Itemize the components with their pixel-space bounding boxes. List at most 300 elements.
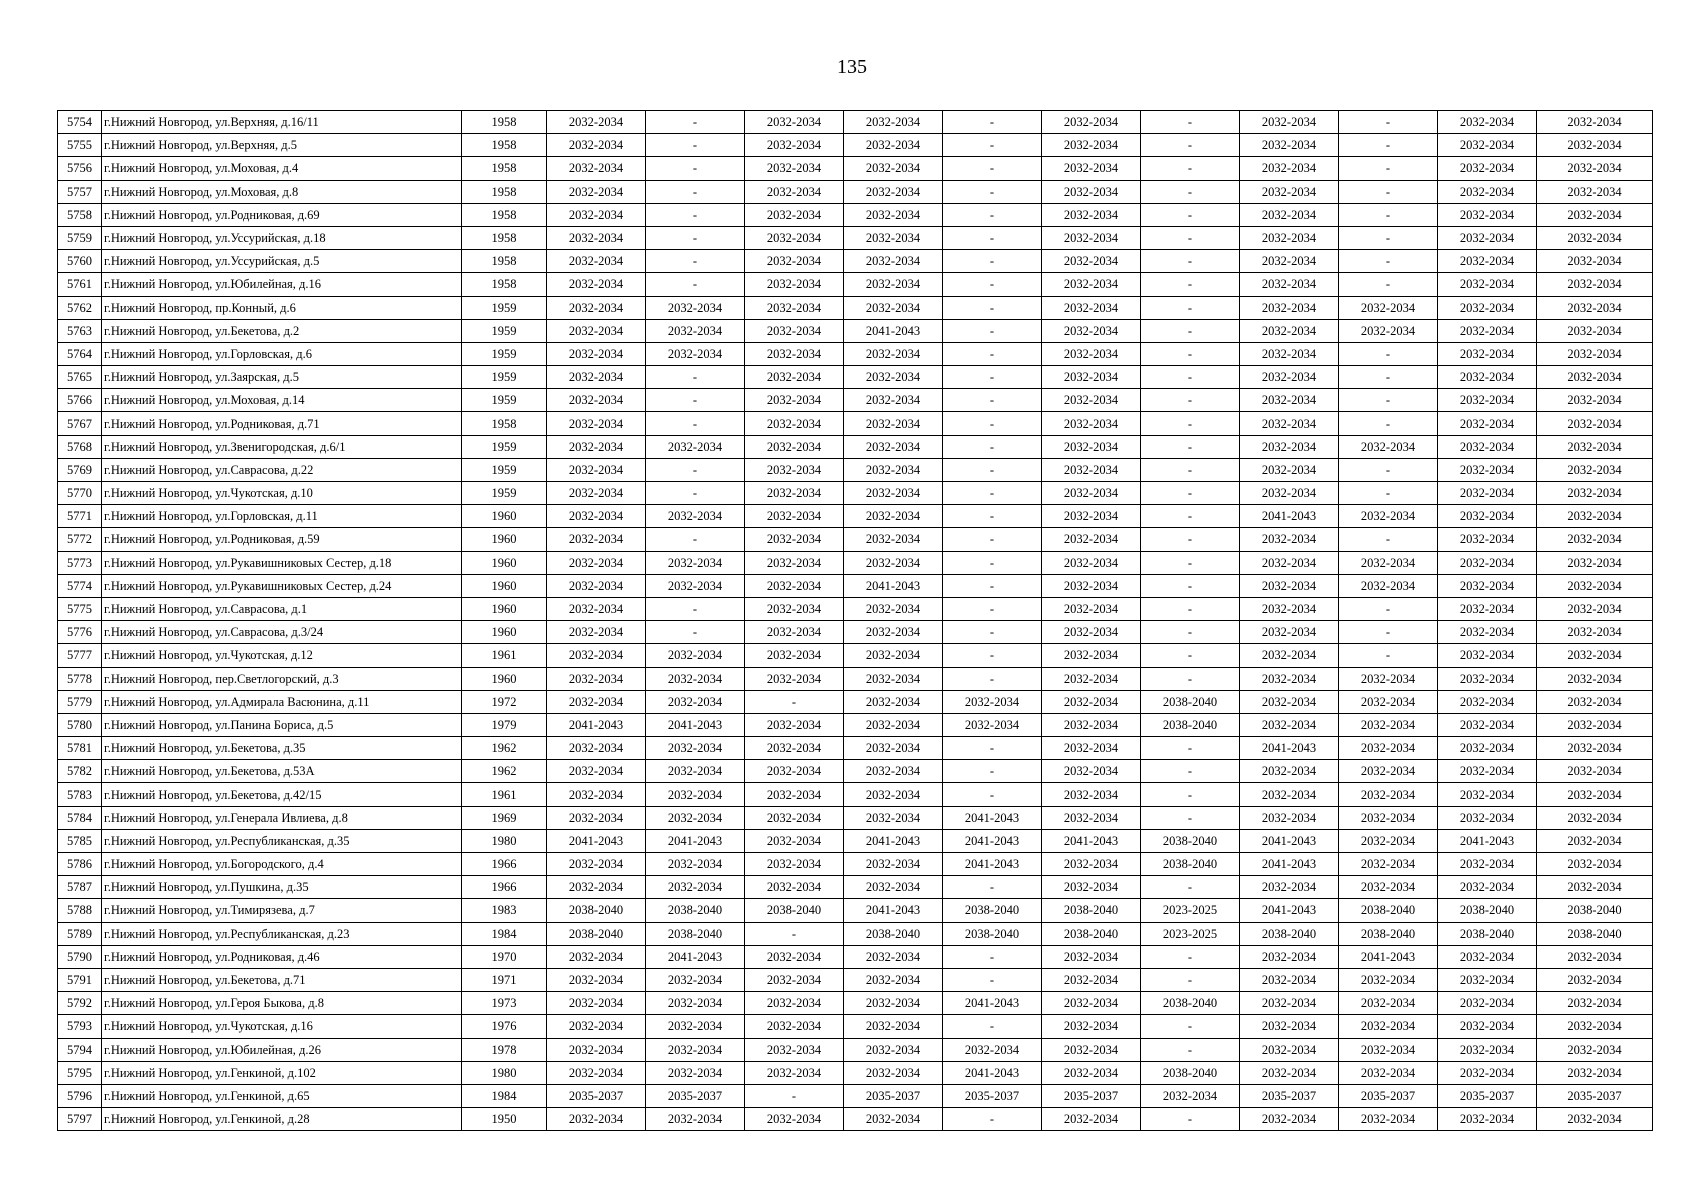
period-cell: - xyxy=(943,551,1042,574)
period-cell: 2032-2034 xyxy=(844,760,943,783)
year-cell: 1970 xyxy=(462,945,547,968)
period-cell: 2032-2034 xyxy=(646,1015,745,1038)
period-cell: - xyxy=(943,528,1042,551)
period-cell: 2032-2034 xyxy=(844,226,943,249)
period-cell: 2041-2043 xyxy=(943,1061,1042,1084)
address-cell: г.Нижний Новгород, ул.Бекетова, д.53А xyxy=(102,760,462,783)
period-cell: 2032-2034 xyxy=(1042,713,1141,736)
period-cell: - xyxy=(943,597,1042,620)
address-cell: г.Нижний Новгород, ул.Чукотская, д.10 xyxy=(102,482,462,505)
period-cell: 2032-2034 xyxy=(1240,273,1339,296)
period-cell: 2041-2043 xyxy=(1042,829,1141,852)
period-cell: 2032-2034 xyxy=(547,319,646,342)
address-cell: г.Нижний Новгород, ул.Тимирязева, д.7 xyxy=(102,899,462,922)
period-cell: 2032-2034 xyxy=(1438,1061,1537,1084)
year-cell: 1959 xyxy=(462,296,547,319)
year-cell: 1960 xyxy=(462,528,547,551)
period-cell: 2032-2034 xyxy=(1438,273,1537,296)
period-cell: 2032-2034 xyxy=(1042,319,1141,342)
period-cell: 2032-2034 xyxy=(1042,296,1141,319)
period-cell: 2032-2034 xyxy=(745,644,844,667)
period-cell: - xyxy=(1339,250,1438,273)
period-cell: 2032-2034 xyxy=(1537,1038,1653,1061)
period-cell: 2032-2034 xyxy=(1240,111,1339,134)
period-cell: - xyxy=(943,968,1042,991)
period-cell: 2032-2034 xyxy=(1438,528,1537,551)
address-cell: г.Нижний Новгород, ул.Бекетова, д.42/15 xyxy=(102,783,462,806)
year-cell: 1959 xyxy=(462,458,547,481)
period-cell: 2032-2034 xyxy=(1240,458,1339,481)
period-cell: - xyxy=(943,876,1042,899)
period-cell: 2032-2034 xyxy=(547,505,646,528)
period-cell: 2032-2034 xyxy=(844,157,943,180)
period-cell: 2032-2034 xyxy=(1042,412,1141,435)
year-cell: 1960 xyxy=(462,574,547,597)
period-cell: - xyxy=(646,157,745,180)
period-cell: 2032-2034 xyxy=(1339,296,1438,319)
period-cell: 2035-2037 xyxy=(1339,1084,1438,1107)
period-cell: 2038-2040 xyxy=(1537,899,1653,922)
period-cell: - xyxy=(1141,644,1240,667)
period-cell: - xyxy=(646,482,745,505)
address-cell: г.Нижний Новгород, ул.Республиканская, д.35 xyxy=(102,829,462,852)
period-cell: - xyxy=(1339,342,1438,365)
table-row xyxy=(58,1108,1653,1131)
year-cell: 1979 xyxy=(462,713,547,736)
period-cell: - xyxy=(1141,505,1240,528)
period-cell: 2032-2034 xyxy=(1339,737,1438,760)
period-cell: 2032-2034 xyxy=(844,1015,943,1038)
period-cell: 2041-2043 xyxy=(547,829,646,852)
row-number-cell: 5764 xyxy=(58,342,102,365)
period-cell: 2032-2034 xyxy=(844,968,943,991)
period-cell: 2032-2034 xyxy=(745,667,844,690)
period-cell: 2032-2034 xyxy=(1339,713,1438,736)
year-cell: 1984 xyxy=(462,1084,547,1107)
period-cell: - xyxy=(1141,760,1240,783)
table-row xyxy=(58,690,1653,713)
period-cell: 2032-2034 xyxy=(1240,667,1339,690)
period-cell: - xyxy=(1339,111,1438,134)
period-cell: 2032-2034 xyxy=(1438,203,1537,226)
address-cell: г.Нижний Новгород, ул.Родниковая, д.59 xyxy=(102,528,462,551)
period-cell: 2032-2034 xyxy=(1339,1108,1438,1131)
period-cell: 2032-2034 xyxy=(745,621,844,644)
row-number-cell: 5755 xyxy=(58,134,102,157)
period-cell: 2032-2034 xyxy=(1537,319,1653,342)
table-row xyxy=(58,783,1653,806)
year-cell: 1958 xyxy=(462,157,547,180)
period-cell: 2038-2040 xyxy=(1339,922,1438,945)
period-cell: - xyxy=(1141,482,1240,505)
period-cell: 2035-2037 xyxy=(1537,1084,1653,1107)
table-row xyxy=(58,760,1653,783)
period-cell: 2032-2034 xyxy=(1042,528,1141,551)
repair-schedule-table xyxy=(57,110,1653,1131)
table-row xyxy=(58,829,1653,852)
period-cell: - xyxy=(943,482,1042,505)
period-cell: 2032-2034 xyxy=(745,737,844,760)
period-cell: - xyxy=(943,760,1042,783)
address-cell: г.Нижний Новгород, пер.Светлогорский, д.3 xyxy=(102,667,462,690)
address-cell: г.Нижний Новгород, ул.Моховая, д.4 xyxy=(102,157,462,180)
period-cell: 2032-2034 xyxy=(1339,992,1438,1015)
period-cell: 2032-2034 xyxy=(844,505,943,528)
period-cell: 2032-2034 xyxy=(1537,435,1653,458)
table-row xyxy=(58,713,1653,736)
row-number-cell: 5793 xyxy=(58,1015,102,1038)
page-number: 135 xyxy=(837,56,867,78)
period-cell: 2032-2034 xyxy=(745,806,844,829)
period-cell: 2032-2034 xyxy=(547,250,646,273)
period-cell: 2032-2034 xyxy=(1042,366,1141,389)
period-cell: 2038-2040 xyxy=(1141,853,1240,876)
period-cell: 2032-2034 xyxy=(844,551,943,574)
period-cell: - xyxy=(646,366,745,389)
year-cell: 1961 xyxy=(462,644,547,667)
table-row xyxy=(58,296,1653,319)
period-cell: 2032-2034 xyxy=(547,203,646,226)
year-cell: 1960 xyxy=(462,505,547,528)
period-cell: 2032-2034 xyxy=(844,853,943,876)
period-cell: 2041-2043 xyxy=(844,319,943,342)
period-cell: 2032-2034 xyxy=(1339,853,1438,876)
address-cell: г.Нижний Новгород, ул.Юбилейная, д.26 xyxy=(102,1038,462,1061)
period-cell: 2032-2034 xyxy=(1240,968,1339,991)
period-cell: - xyxy=(943,458,1042,481)
address-cell: г.Нижний Новгород, ул.Чукотская, д.16 xyxy=(102,1015,462,1038)
period-cell: 2032-2034 xyxy=(646,435,745,458)
period-cell: 2032-2034 xyxy=(1339,760,1438,783)
period-cell: 2032-2034 xyxy=(1537,644,1653,667)
period-cell: 2032-2034 xyxy=(1240,226,1339,249)
year-cell: 1958 xyxy=(462,412,547,435)
period-cell: 2032-2034 xyxy=(1042,273,1141,296)
period-cell: 2032-2034 xyxy=(1042,806,1141,829)
period-cell: - xyxy=(943,134,1042,157)
period-cell: 2032-2034 xyxy=(1042,644,1141,667)
table-row xyxy=(58,644,1653,667)
period-cell: 2032-2034 xyxy=(1438,1108,1537,1131)
period-cell: 2041-2043 xyxy=(1240,853,1339,876)
period-cell: 2032-2034 xyxy=(844,690,943,713)
period-cell: 2032-2034 xyxy=(844,667,943,690)
period-cell: 2032-2034 xyxy=(547,760,646,783)
period-cell: 2032-2034 xyxy=(1537,574,1653,597)
period-cell: 2032-2034 xyxy=(646,876,745,899)
period-cell: 2032-2034 xyxy=(1438,621,1537,644)
table-row xyxy=(58,597,1653,620)
period-cell: 2032-2034 xyxy=(1240,482,1339,505)
table-row xyxy=(58,273,1653,296)
period-cell: 2032-2034 xyxy=(1042,690,1141,713)
period-cell: 2032-2034 xyxy=(1042,134,1141,157)
period-cell: - xyxy=(646,226,745,249)
table-row xyxy=(58,366,1653,389)
period-cell: 2032-2034 xyxy=(1537,111,1653,134)
period-cell: 2035-2037 xyxy=(547,1084,646,1107)
period-cell: 2032-2034 xyxy=(1537,597,1653,620)
row-number-cell: 5771 xyxy=(58,505,102,528)
address-cell: г.Нижний Новгород, ул.Бекетова, д.71 xyxy=(102,968,462,991)
address-cell: г.Нижний Новгород, ул.Верхняя, д.16/11 xyxy=(102,111,462,134)
table-row xyxy=(58,667,1653,690)
period-cell: 2032-2034 xyxy=(1240,992,1339,1015)
period-cell: 2032-2034 xyxy=(646,853,745,876)
year-cell: 1978 xyxy=(462,1038,547,1061)
period-cell: - xyxy=(943,111,1042,134)
period-cell: 2032-2034 xyxy=(745,968,844,991)
year-cell: 1971 xyxy=(462,968,547,991)
year-cell: 1960 xyxy=(462,621,547,644)
table-row xyxy=(58,180,1653,203)
row-number-cell: 5773 xyxy=(58,551,102,574)
period-cell: 2041-2043 xyxy=(1240,737,1339,760)
period-cell: 2032-2034 xyxy=(1042,250,1141,273)
period-cell: - xyxy=(745,922,844,945)
period-cell: 2032-2034 xyxy=(1537,783,1653,806)
period-cell: 2032-2034 xyxy=(1042,157,1141,180)
period-cell: 2032-2034 xyxy=(745,342,844,365)
table-row xyxy=(58,574,1653,597)
period-cell: - xyxy=(1141,134,1240,157)
period-cell: - xyxy=(943,273,1042,296)
address-cell: г.Нижний Новгород, ул.Верхняя, д.5 xyxy=(102,134,462,157)
row-number-cell: 5754 xyxy=(58,111,102,134)
period-cell: 2032-2034 xyxy=(745,597,844,620)
address-cell: г.Нижний Новгород, ул.Саврасова, д.3/24 xyxy=(102,621,462,644)
period-cell: 2032-2034 xyxy=(1042,621,1141,644)
address-cell: г.Нижний Новгород, ул.Родниковая, д.69 xyxy=(102,203,462,226)
row-number-cell: 5777 xyxy=(58,644,102,667)
period-cell: 2041-2043 xyxy=(1438,829,1537,852)
address-cell: г.Нижний Новгород, ул.Юбилейная, д.16 xyxy=(102,273,462,296)
period-cell: 2038-2040 xyxy=(547,899,646,922)
period-cell: 2032-2034 xyxy=(1438,1015,1537,1038)
address-cell: г.Нижний Новгород, ул.Бекетова, д.35 xyxy=(102,737,462,760)
address-cell: г.Нижний Новгород, ул.Горловская, д.6 xyxy=(102,342,462,365)
table-row xyxy=(58,226,1653,249)
row-number-cell: 5781 xyxy=(58,737,102,760)
period-cell: 2032-2034 xyxy=(646,783,745,806)
period-cell: 2032-2034 xyxy=(844,528,943,551)
year-cell: 1976 xyxy=(462,1015,547,1038)
period-cell: 2035-2037 xyxy=(943,1084,1042,1107)
period-cell: 2032-2034 xyxy=(1537,1061,1653,1084)
period-cell: - xyxy=(943,296,1042,319)
period-cell: 2032-2034 xyxy=(844,111,943,134)
period-cell: 2038-2040 xyxy=(943,922,1042,945)
period-cell: - xyxy=(1141,667,1240,690)
period-cell: 2032-2034 xyxy=(646,690,745,713)
table-row xyxy=(58,551,1653,574)
address-cell: г.Нижний Новгород, ул.Родниковая, д.46 xyxy=(102,945,462,968)
period-cell: 2032-2034 xyxy=(646,992,745,1015)
period-cell: - xyxy=(646,412,745,435)
period-cell: 2032-2034 xyxy=(1537,505,1653,528)
period-cell: 2032-2034 xyxy=(547,968,646,991)
year-cell: 1983 xyxy=(462,899,547,922)
period-cell: - xyxy=(646,273,745,296)
period-cell: 2032-2034 xyxy=(844,992,943,1015)
period-cell: 2032-2034 xyxy=(1438,551,1537,574)
row-number-cell: 5761 xyxy=(58,273,102,296)
period-cell: 2032-2034 xyxy=(547,621,646,644)
period-cell: - xyxy=(1339,458,1438,481)
period-cell: 2032-2034 xyxy=(1438,597,1537,620)
period-cell: 2032-2034 xyxy=(1339,551,1438,574)
period-cell: - xyxy=(943,250,1042,273)
row-number-cell: 5778 xyxy=(58,667,102,690)
period-cell: 2032-2034 xyxy=(1240,574,1339,597)
period-cell: 2032-2034 xyxy=(1042,853,1141,876)
period-cell: 2035-2037 xyxy=(646,1084,745,1107)
period-cell: 2032-2034 xyxy=(1240,644,1339,667)
period-cell: - xyxy=(1141,1108,1240,1131)
period-cell: - xyxy=(1339,389,1438,412)
period-cell: 2032-2034 xyxy=(1240,319,1339,342)
period-cell: 2032-2034 xyxy=(1042,505,1141,528)
period-cell: 2032-2034 xyxy=(646,574,745,597)
period-cell: - xyxy=(1141,296,1240,319)
table-row xyxy=(58,992,1653,1015)
period-cell: - xyxy=(1141,366,1240,389)
period-cell: - xyxy=(943,342,1042,365)
period-cell: 2032-2034 xyxy=(646,505,745,528)
period-cell: 2032-2034 xyxy=(1240,783,1339,806)
period-cell: 2032-2034 xyxy=(844,273,943,296)
period-cell: 2032-2034 xyxy=(1438,853,1537,876)
year-cell: 1960 xyxy=(462,597,547,620)
row-number-cell: 5759 xyxy=(58,226,102,249)
period-cell: 2032-2034 xyxy=(1339,574,1438,597)
period-cell: - xyxy=(1141,806,1240,829)
period-cell: 2032-2034 xyxy=(1438,435,1537,458)
period-cell: 2041-2043 xyxy=(943,992,1042,1015)
period-cell: - xyxy=(943,667,1042,690)
row-number-cell: 5767 xyxy=(58,412,102,435)
period-cell: 2032-2034 xyxy=(1537,134,1653,157)
period-cell: 2032-2034 xyxy=(745,111,844,134)
period-cell: - xyxy=(943,644,1042,667)
period-cell: 2032-2034 xyxy=(1438,737,1537,760)
period-cell: 2041-2043 xyxy=(943,829,1042,852)
period-cell: 2041-2043 xyxy=(547,713,646,736)
period-cell: 2032-2034 xyxy=(844,783,943,806)
period-cell: 2032-2034 xyxy=(1537,203,1653,226)
table-row xyxy=(58,111,1653,134)
period-cell: 2032-2034 xyxy=(547,1108,646,1131)
period-cell: - xyxy=(1141,111,1240,134)
table-row xyxy=(58,319,1653,342)
period-cell: 2032-2034 xyxy=(1438,574,1537,597)
period-cell: - xyxy=(1141,412,1240,435)
period-cell: - xyxy=(943,505,1042,528)
year-cell: 1973 xyxy=(462,992,547,1015)
period-cell: 2032-2034 xyxy=(1537,366,1653,389)
period-cell: 2032-2034 xyxy=(646,968,745,991)
period-cell: - xyxy=(943,389,1042,412)
year-cell: 1984 xyxy=(462,922,547,945)
period-cell: 2032-2034 xyxy=(844,1061,943,1084)
row-number-cell: 5768 xyxy=(58,435,102,458)
address-cell: г.Нижний Новгород, ул.Генерала Ивлиева, д.8 xyxy=(102,806,462,829)
period-cell: 2032-2034 xyxy=(646,1038,745,1061)
period-cell: 2032-2034 xyxy=(745,412,844,435)
year-cell: 1961 xyxy=(462,783,547,806)
period-cell: 2032-2034 xyxy=(1537,992,1653,1015)
period-cell: - xyxy=(1141,342,1240,365)
period-cell: 2032-2034 xyxy=(1339,968,1438,991)
period-cell: 2032-2034 xyxy=(1537,690,1653,713)
period-cell: 2032-2034 xyxy=(1537,157,1653,180)
period-cell: 2032-2034 xyxy=(1438,180,1537,203)
period-cell: 2032-2034 xyxy=(1240,551,1339,574)
period-cell: - xyxy=(646,180,745,203)
period-cell: 2041-2043 xyxy=(844,829,943,852)
row-number-cell: 5795 xyxy=(58,1061,102,1084)
period-cell: 2035-2037 xyxy=(1240,1084,1339,1107)
period-cell: 2032-2034 xyxy=(745,876,844,899)
period-cell: 2032-2034 xyxy=(547,853,646,876)
period-cell: 2032-2034 xyxy=(1438,319,1537,342)
period-cell: 2032-2034 xyxy=(547,273,646,296)
period-cell: - xyxy=(1141,157,1240,180)
period-cell: - xyxy=(1339,203,1438,226)
period-cell: 2032-2034 xyxy=(1240,250,1339,273)
period-cell: 2032-2034 xyxy=(1537,412,1653,435)
table-body xyxy=(58,111,1653,1131)
period-cell: 2032-2034 xyxy=(1240,134,1339,157)
period-cell: - xyxy=(943,945,1042,968)
table-row xyxy=(58,157,1653,180)
address-cell: г.Нижний Новгород, ул.Панина Бориса, д.5 xyxy=(102,713,462,736)
period-cell: 2032-2034 xyxy=(745,1038,844,1061)
period-cell: 2032-2034 xyxy=(1438,389,1537,412)
period-cell: 2032-2034 xyxy=(745,551,844,574)
period-cell: 2032-2034 xyxy=(1537,250,1653,273)
period-cell: - xyxy=(943,737,1042,760)
period-cell: 2032-2034 xyxy=(1240,713,1339,736)
year-cell: 1980 xyxy=(462,1061,547,1084)
period-cell: 2032-2034 xyxy=(547,528,646,551)
period-cell: 2032-2034 xyxy=(547,1015,646,1038)
period-cell: 2032-2034 xyxy=(1438,945,1537,968)
period-cell: 2032-2034 xyxy=(1537,551,1653,574)
table-row xyxy=(58,621,1653,644)
table-row xyxy=(58,968,1653,991)
period-cell: 2035-2037 xyxy=(844,1084,943,1107)
period-cell: 2032-2034 xyxy=(1438,760,1537,783)
period-cell: - xyxy=(943,1015,1042,1038)
year-cell: 1962 xyxy=(462,737,547,760)
period-cell: 2038-2040 xyxy=(547,922,646,945)
year-cell: 1958 xyxy=(462,250,547,273)
address-cell: г.Нижний Новгород, ул.Богородского, д.4 xyxy=(102,853,462,876)
period-cell: 2032-2034 xyxy=(844,806,943,829)
period-cell: 2032-2034 xyxy=(1042,435,1141,458)
period-cell: 2032-2034 xyxy=(745,203,844,226)
period-cell: - xyxy=(943,574,1042,597)
row-number-cell: 5774 xyxy=(58,574,102,597)
period-cell: 2035-2037 xyxy=(1438,1084,1537,1107)
row-number-cell: 5785 xyxy=(58,829,102,852)
period-cell: 2032-2034 xyxy=(1438,806,1537,829)
period-cell: 2032-2034 xyxy=(1438,296,1537,319)
period-cell: 2032-2034 xyxy=(844,482,943,505)
period-cell: 2032-2034 xyxy=(1042,992,1141,1015)
period-cell: 2041-2043 xyxy=(844,899,943,922)
